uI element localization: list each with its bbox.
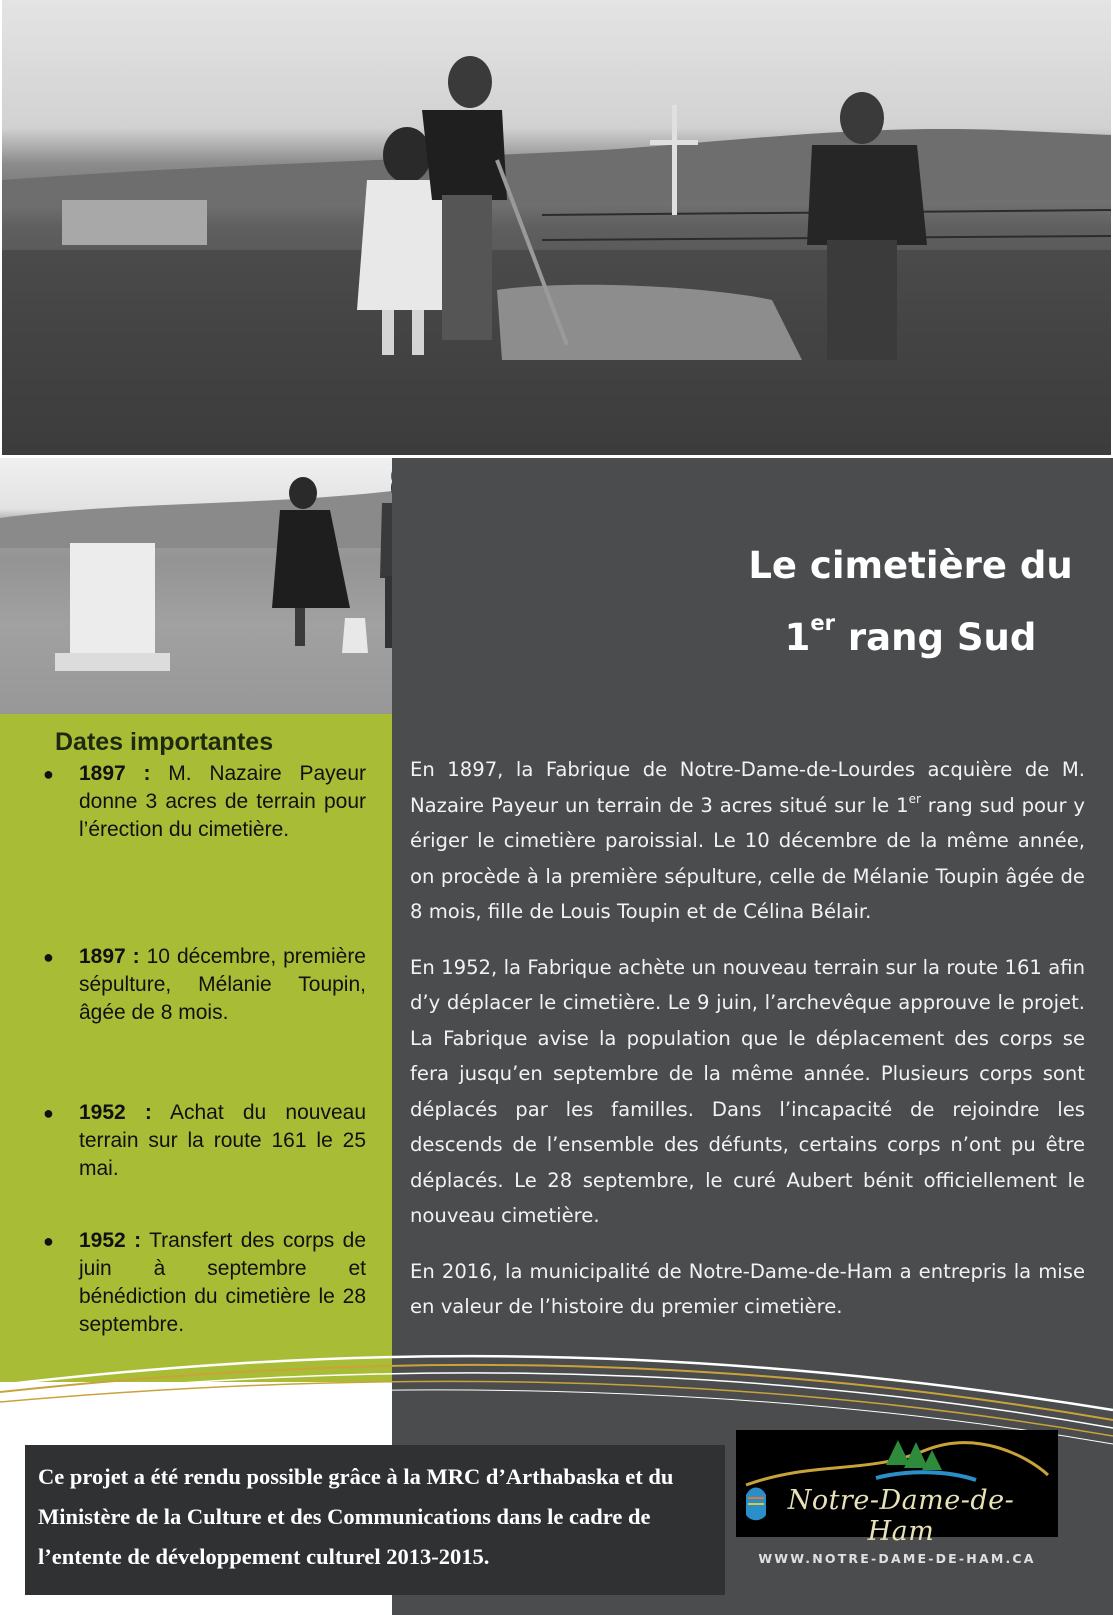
date-item (43, 1099, 367, 1183)
date-item (43, 1227, 366, 1339)
history-paragraph-2: En 1952, la Fabrique achète un nouveau terrain sur la route 161 afin d’y déplacer le cimetière. Le 9 juin, l’archevêque approuve le projet. La Fabrique avise la population que le déplacement des corps se fera jusqu’en septembre de la même année. Plusieurs corps sont déplacés par les familles. Dans l’incapacité de rejoindre les descends de l’ensemble des défunts, certains corps n’ont pu être déplacés. Le 28 septembre, le curé Aubert bénit officiellement le nouveau cimetière. (410, 955, 1085, 1227)
credit-text: Ce projet a été rendu possible grâce à la MRC d’Arthabaska et du Ministère de la Culture et des Communications dans le cadre de l’entente de développement culturel 2013-2015. (38, 1464, 674, 1569)
logo-text: Notre-Dame-de-Ham (787, 1485, 1015, 1547)
title-rank-rest: rang Sud (835, 616, 1037, 659)
date-year: 1952 : (79, 1229, 142, 1252)
bullet-icon: ● (43, 764, 54, 784)
history-paragraph-3: En 2016, la municipalité de Notre-Dame-de-Ham a entrepris la mise en valeur de l’histoire du premier cimetière. (410, 1259, 1085, 1318)
title-line-2 (708, 602, 1113, 674)
title-rank-superscript: er (810, 611, 836, 635)
date-description: M. Nazaire Payeur donne 3 acres de terrain pour l’érection du cimetière. (79, 762, 367, 841)
rank-superscript: er (908, 791, 921, 806)
date-item (43, 943, 366, 1027)
paragraph-text: rang sud pour y ériger le cimetière paroissial. Le 10 décembre de la même année, on procède à la première sépulture, celle de Mélanie Toupin âgée de 8 mois, fille de Louis Toupin et de Célina Bélair. (410, 793, 1086, 923)
date-description: Transfert des corps de juin à septembre et bénédiction du cimetière le 28 septembre. (79, 1229, 366, 1336)
page-title (708, 530, 1113, 674)
bullet-icon: ● (43, 947, 54, 967)
bullet-icon: ● (43, 1103, 54, 1123)
municipality-logo (736, 1430, 1058, 1547)
history-paragraph-1 (410, 752, 1085, 930)
date-description: 10 décembre, première sépulture, Mélanie Toupin, âgée de 8 mois. (79, 945, 366, 1024)
historic-photo-children-cemetery (2, 0, 1111, 455)
paragraph-text: En 1897, la Fabrique de Notre-Dame-de-Lourdes acquière de M. Nazaire Payeur un terrain de 3 acres situé sur le 1 (410, 758, 1085, 817)
title-rank-number: 1 (784, 616, 811, 659)
date-description: Achat du nouveau terrain sur la route 161 le 25 mai. (79, 1101, 367, 1180)
date-year: 1952 : (79, 1101, 152, 1124)
date-year: 1897 : (79, 945, 140, 968)
date-year: 1897 : (79, 762, 151, 785)
history-text (410, 752, 1085, 1345)
dates-heading: Dates importantes (55, 728, 274, 756)
website-url[interactable]: WWW.NOTRE-DAME-DE-HAM.CA (758, 1551, 1036, 1566)
bullet-icon: ● (43, 1231, 54, 1251)
date-item (43, 760, 367, 844)
title-line-1: Le cimetière du (748, 544, 1073, 587)
